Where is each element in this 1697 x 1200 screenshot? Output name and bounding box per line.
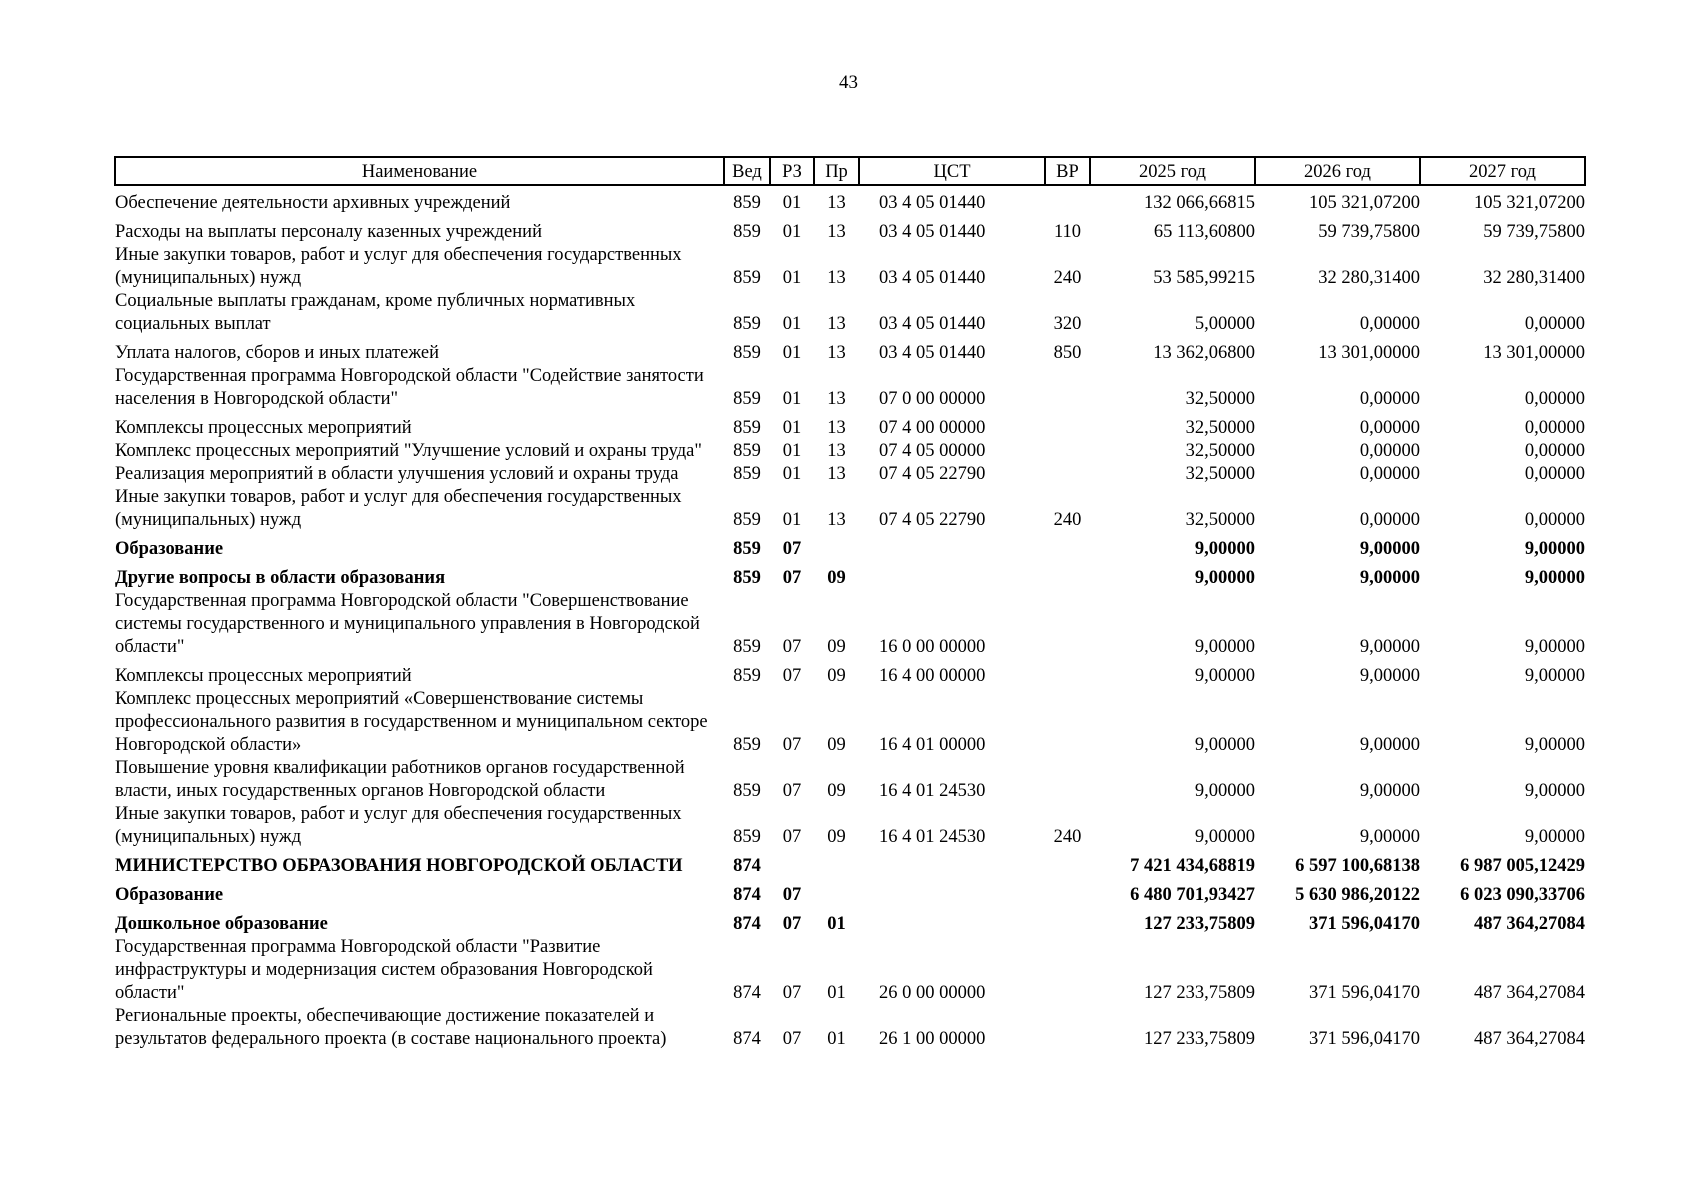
table-row [115, 486, 1585, 532]
cell-2027: 32 280,31400 [1483, 268, 1585, 288]
cell-name: Иные закупки товаров, работ и услуг для обеспечения государственных (муниципальных) нужд [115, 487, 682, 530]
cell-2025: 7 421 434,68819 [1130, 856, 1255, 876]
cell-cst [859, 907, 1045, 936]
cell-2025: 32,50000 [1185, 441, 1255, 461]
header-ved: Вед [724, 157, 770, 185]
cell-pr: 13 [827, 441, 846, 461]
cell-ved: 859 [733, 418, 761, 438]
cell-2026: 0,00000 [1359, 314, 1420, 334]
cell-pr: 13 [827, 268, 846, 288]
cell-2027: 0,00000 [1524, 418, 1585, 438]
cell-pr: 13 [827, 464, 846, 484]
cell-2027: 0,00000 [1524, 314, 1585, 334]
header-2026: 2026 год [1255, 157, 1420, 185]
cell-rz: 01 [782, 418, 802, 438]
cell-pr: 01 [827, 1029, 846, 1049]
cell-cst: 26 1 00 00000 [879, 1029, 986, 1049]
cell-2026: 5 630 986,20122 [1295, 885, 1420, 905]
cell-2026: 9,00000 [1359, 781, 1420, 801]
cell-pr: 13 [827, 193, 846, 213]
cell-cst: 03 4 05 01440 [879, 268, 986, 288]
cell-2026: 9,00000 [1359, 735, 1420, 755]
cell-rz: 07 [782, 827, 802, 847]
cell-2025: 32,50000 [1185, 389, 1255, 409]
header-2025: 2025 год [1090, 157, 1255, 185]
cell-cst [859, 849, 1045, 878]
cell-2027: 9,00000 [1524, 781, 1585, 801]
table-row [115, 688, 1585, 757]
cell-2027: 9,00000 [1524, 735, 1585, 755]
cell-vr [1045, 590, 1090, 659]
cell-2026: 9,00000 [1359, 568, 1420, 588]
cell-2026: 0,00000 [1359, 464, 1420, 484]
cell-2025: 6 480 701,93427 [1130, 885, 1255, 905]
table-header-row [115, 157, 1585, 185]
table-row [115, 185, 1585, 215]
header-name: Наименование [115, 157, 724, 185]
cell-pr: 13 [827, 510, 846, 530]
cell-vr [1045, 907, 1090, 936]
cell-vr: 850 [1053, 343, 1082, 363]
cell-name: Комплекс процессных мероприятий «Совершенствование системы профессионального развития в государственном и муниципальном секторе Новгородской области» [115, 689, 708, 755]
cell-rz: 01 [782, 343, 802, 363]
cell-cst: 03 4 05 01440 [879, 314, 986, 334]
table-row [115, 936, 1585, 1005]
cell-rz: 07 [782, 983, 802, 1003]
cell-pr: 09 [827, 781, 846, 801]
cell-vr [1045, 1005, 1090, 1051]
cell-cst: 03 4 05 01440 [879, 343, 986, 363]
cell-2027: 59 739,75800 [1483, 222, 1585, 242]
cell-name: Комплексы процессных мероприятий [115, 666, 412, 686]
table-row [115, 659, 1585, 688]
cell-rz: 07 [782, 781, 802, 801]
cell-name: Образование [115, 539, 224, 559]
cell-vr [1045, 849, 1090, 878]
table-body [115, 185, 1585, 1051]
cell-cst [859, 878, 1045, 907]
cell-name: МИНИСТЕРСТВО ОБРАЗОВАНИЯ НОВГОРОДСКОЙ ОБЛАСТИ [115, 856, 683, 876]
cell-vr: 320 [1053, 314, 1082, 334]
cell-2027: 0,00000 [1524, 389, 1585, 409]
cell-ved: 859 [733, 781, 761, 801]
cell-2025: 9,00000 [1194, 637, 1255, 657]
cell-ved: 859 [733, 314, 761, 334]
table-row [115, 878, 1585, 907]
cell-rz: 01 [782, 268, 802, 288]
cell-2027: 0,00000 [1524, 464, 1585, 484]
cell-pr: 13 [827, 418, 846, 438]
cell-cst: 07 4 00 00000 [879, 418, 986, 438]
cell-2026: 6 597 100,68138 [1295, 856, 1420, 876]
header-cst: ЦСТ [859, 157, 1045, 185]
cell-2026: 9,00000 [1359, 637, 1420, 657]
cell-pr: 09 [827, 827, 846, 847]
cell-pr: 09 [827, 735, 846, 755]
cell-name: Комплексы процессных мероприятий [115, 418, 412, 438]
cell-vr [1045, 936, 1090, 1005]
table-row [115, 215, 1585, 244]
cell-2025: 53 585,99215 [1153, 268, 1255, 288]
cell-rz: 01 [782, 193, 802, 213]
cell-rz: 07 [782, 637, 802, 657]
table-row [115, 244, 1585, 290]
cell-name: Расходы на выплаты персоналу казенных учреждений [115, 222, 542, 242]
cell-2025: 32,50000 [1185, 510, 1255, 530]
cell-name: Иные закупки товаров, работ и услуг для обеспечения государственных (муниципальных) нужд [115, 804, 682, 847]
cell-pr [814, 878, 859, 907]
cell-2027: 105 321,07200 [1474, 193, 1585, 213]
cell-name: Государственная программа Новгородской области "Содействие занятости населения в Новгородской области" [115, 366, 704, 409]
cell-vr [1045, 757, 1090, 803]
cell-rz: 01 [782, 389, 802, 409]
cell-vr [1045, 411, 1090, 440]
cell-2025: 132 066,66815 [1144, 193, 1255, 213]
cell-2025: 13 362,06800 [1153, 343, 1255, 363]
table-row [115, 336, 1585, 365]
cell-pr: 01 [827, 983, 846, 1003]
cell-name: Повышение уровня квалификации работников органов государственной власти, иных государственных органов Новгородской области [115, 758, 685, 801]
table-row [115, 440, 1585, 463]
cell-rz: 01 [782, 464, 802, 484]
cell-rz: 07 [782, 735, 802, 755]
cell-ved: 859 [733, 193, 761, 213]
cell-2025: 9,00000 [1194, 539, 1255, 559]
cell-cst: 07 4 05 22790 [879, 464, 986, 484]
cell-rz: 01 [782, 314, 802, 334]
cell-2026: 9,00000 [1359, 666, 1420, 686]
cell-rz [770, 849, 814, 878]
cell-rz: 07 [782, 1029, 802, 1049]
cell-2026: 13 301,00000 [1318, 343, 1420, 363]
cell-2026: 0,00000 [1359, 510, 1420, 530]
cell-pr: 13 [827, 389, 846, 409]
cell-ved: 859 [733, 735, 761, 755]
cell-ved: 859 [733, 510, 761, 530]
cell-vr [1045, 659, 1090, 688]
cell-pr: 01 [827, 914, 846, 934]
cell-name: Региональные проекты, обеспечивающие достижение показателей и результатов федерального проекта (в составе национального проекта) [115, 1006, 667, 1049]
cell-2025: 9,00000 [1194, 666, 1255, 686]
cell-name: Образование [115, 885, 224, 905]
cell-cst: 16 4 01 00000 [879, 735, 986, 755]
cell-2027: 9,00000 [1524, 666, 1585, 686]
cell-ved: 859 [733, 343, 761, 363]
cell-2027: 487 364,27084 [1474, 1029, 1585, 1049]
cell-2026: 59 739,75800 [1318, 222, 1420, 242]
cell-cst [859, 532, 1045, 561]
cell-vr [1045, 365, 1090, 411]
cell-vr [1045, 440, 1090, 463]
cell-name: Дошкольное образование [115, 914, 328, 934]
cell-cst: 03 4 05 01440 [879, 193, 986, 213]
cell-name: Государственная программа Новгородской области "Развитие инфраструктуры и модернизация систем образования Новгородской области" [115, 937, 653, 1003]
budget-table-container [114, 156, 1584, 1051]
cell-pr: 13 [827, 314, 846, 334]
cell-pr: 13 [827, 343, 846, 363]
cell-2025: 127 233,75809 [1144, 1029, 1255, 1049]
cell-2027: 9,00000 [1524, 539, 1585, 559]
cell-name: Обеспечение деятельности архивных учреждений [115, 193, 511, 213]
cell-name: Государственная программа Новгородской области "Совершенствование системы государственного и муниципального управления в Новгородской области" [115, 591, 700, 657]
cell-cst: 07 4 05 00000 [879, 441, 986, 461]
cell-cst: 26 0 00 00000 [879, 983, 986, 1003]
cell-2027: 0,00000 [1524, 441, 1585, 461]
cell-pr: 09 [827, 666, 846, 686]
cell-2027: 487 364,27084 [1474, 914, 1585, 934]
table-row [115, 757, 1585, 803]
page-number: 43 [839, 72, 858, 93]
cell-ved: 859 [733, 637, 761, 657]
cell-2025: 127 233,75809 [1144, 983, 1255, 1003]
cell-2026: 105 321,07200 [1309, 193, 1420, 213]
cell-vr [1045, 532, 1090, 561]
cell-cst: 16 4 01 24530 [879, 781, 986, 801]
cell-vr: 240 [1053, 510, 1082, 530]
cell-vr [1045, 185, 1090, 215]
cell-name: Социальные выплаты гражданам, кроме публичных нормативных социальных выплат [115, 291, 636, 334]
cell-2026: 32 280,31400 [1318, 268, 1420, 288]
cell-pr [814, 532, 859, 561]
cell-name: Комплекс процессных мероприятий "Улучшение условий и охраны труда" [115, 441, 702, 461]
cell-pr: 13 [827, 222, 846, 242]
cell-2026: 9,00000 [1359, 539, 1420, 559]
cell-ved: 874 [733, 885, 761, 905]
cell-cst: 07 0 00 00000 [879, 389, 986, 409]
cell-pr: 09 [827, 568, 846, 588]
cell-2027: 487 364,27084 [1474, 983, 1585, 1003]
cell-ved: 874 [733, 914, 761, 934]
cell-cst: 16 0 00 00000 [879, 637, 986, 657]
table-row [115, 849, 1585, 878]
header-rz: РЗ [770, 157, 814, 185]
cell-cst: 03 4 05 01440 [879, 222, 986, 242]
cell-rz: 07 [782, 666, 802, 686]
cell-2026: 371 596,04170 [1309, 914, 1420, 934]
cell-2027: 13 301,00000 [1483, 343, 1585, 363]
cell-vr [1045, 463, 1090, 486]
cell-ved: 859 [733, 389, 761, 409]
cell-name: Другие вопросы в области образования [115, 568, 446, 588]
table-row [115, 290, 1585, 336]
cell-rz: 07 [782, 539, 802, 559]
cell-vr: 240 [1053, 268, 1082, 288]
cell-cst: 16 4 01 24530 [879, 827, 986, 847]
cell-vr [1045, 561, 1090, 590]
cell-ved: 859 [733, 827, 761, 847]
cell-2025: 32,50000 [1185, 418, 1255, 438]
cell-name: Иные закупки товаров, работ и услуг для обеспечения государственных (муниципальных) нужд [115, 245, 682, 288]
cell-2025: 65 113,60800 [1153, 222, 1255, 242]
cell-ved: 859 [733, 568, 761, 588]
cell-2026: 0,00000 [1359, 441, 1420, 461]
cell-2026: 371 596,04170 [1309, 983, 1420, 1003]
cell-2025: 9,00000 [1194, 827, 1255, 847]
cell-vr [1045, 878, 1090, 907]
cell-name: Уплата налогов, сборов и иных платежей [115, 343, 440, 363]
cell-ved: 874 [733, 1029, 761, 1049]
table-row [115, 561, 1585, 590]
cell-ved: 859 [733, 441, 761, 461]
cell-cst: 16 4 00 00000 [879, 666, 986, 686]
cell-2026: 0,00000 [1359, 389, 1420, 409]
cell-ved: 859 [733, 539, 761, 559]
cell-ved: 874 [733, 856, 761, 876]
table-row [115, 907, 1585, 936]
cell-rz: 07 [782, 914, 802, 934]
cell-rz: 07 [782, 568, 802, 588]
cell-ved: 859 [733, 666, 761, 686]
cell-2027: 6 023 090,33706 [1460, 885, 1585, 905]
cell-2027: 9,00000 [1524, 568, 1585, 588]
cell-vr: 110 [1053, 222, 1082, 242]
cell-2027: 6 987 005,12429 [1460, 856, 1585, 876]
cell-pr: 09 [827, 637, 846, 657]
cell-2026: 0,00000 [1359, 418, 1420, 438]
cell-ved: 859 [733, 464, 761, 484]
table-row [115, 463, 1585, 486]
cell-ved: 859 [733, 268, 761, 288]
cell-2025: 5,00000 [1194, 314, 1255, 334]
cell-2027: 9,00000 [1524, 827, 1585, 847]
cell-2025: 127 233,75809 [1144, 914, 1255, 934]
table-row [115, 803, 1585, 849]
cell-2027: 9,00000 [1524, 637, 1585, 657]
header-2027: 2027 год [1420, 157, 1585, 185]
cell-2025: 9,00000 [1194, 781, 1255, 801]
header-pr: Пр [814, 157, 859, 185]
table-row [115, 590, 1585, 659]
table-row [115, 411, 1585, 440]
cell-rz: 01 [782, 510, 802, 530]
table-row [115, 1005, 1585, 1051]
cell-rz: 01 [782, 441, 802, 461]
cell-name: Реализация мероприятий в области улучшения условий и охраны труда [115, 464, 679, 484]
cell-pr [814, 849, 859, 878]
cell-2025: 9,00000 [1194, 568, 1255, 588]
table-row [115, 532, 1585, 561]
cell-rz: 01 [782, 222, 802, 242]
cell-2025: 9,00000 [1194, 735, 1255, 755]
cell-ved: 874 [733, 983, 761, 1003]
cell-2026: 9,00000 [1359, 827, 1420, 847]
cell-vr [1045, 688, 1090, 757]
cell-2027: 0,00000 [1524, 510, 1585, 530]
header-vr: ВР [1045, 157, 1090, 185]
cell-cst: 07 4 05 22790 [879, 510, 986, 530]
cell-2026: 371 596,04170 [1309, 1029, 1420, 1049]
cell-ved: 859 [733, 222, 761, 242]
budget-table [114, 156, 1586, 1051]
cell-cst [859, 561, 1045, 590]
cell-2025: 32,50000 [1185, 464, 1255, 484]
cell-vr: 240 [1053, 827, 1082, 847]
cell-rz: 07 [782, 885, 802, 905]
table-row [115, 365, 1585, 411]
